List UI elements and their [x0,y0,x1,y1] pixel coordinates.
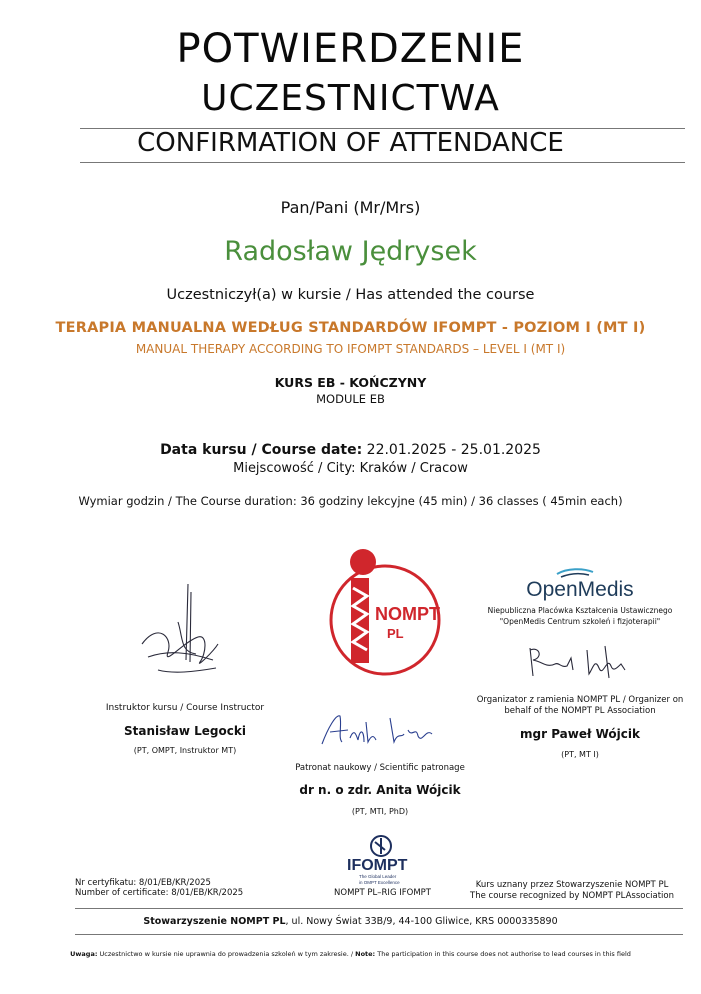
course-city: Miejscowość / City: Kraków / Cracow [233,461,468,476]
ifompt-tagline-2: in OMPT Excellence [359,880,400,885]
course-title-pl: TERAPIA MANUALNA WEDŁUG STANDARDÓW IFOMPT - POZIOM I (MT I) [55,320,646,336]
subtitle-rule [80,162,685,163]
patron-role: Patronat naukowy / Scientific patronage [295,763,465,773]
footer-org-name: Stowarzyszenie NOMPT PL [143,916,286,927]
footer-bottom-rule [75,934,683,935]
patron-credentials: (PT, MTI, PhD) [351,807,409,816]
footer-note-label-en: Note: [355,950,376,958]
title-line-2: UCZESTNICTWA [201,78,500,119]
salutation: Pan/Pani (Mr/Mrs) [280,198,421,217]
course-date [0,442,701,458]
instructor-signature-icon [138,582,228,682]
organizer-credentials: (PT, MT I) [561,750,599,759]
patron-name: dr n. o zdr. Anita Wójcik [299,783,461,797]
footer-note-text-en: The participation in this course does not authorise to lead courses in this field [375,950,631,958]
instructor-credentials: (PT, OMPT, Instruktor MT) [133,746,237,755]
date-value: 22.01.2025 - 25.01.2025 [362,442,541,458]
footer-top-rule [75,908,683,909]
footer-note-text-pl: Uczestnictwo w kursie nie uprawnia do prowadzenia szkoleń w tym zakresie. / [97,950,356,958]
ifompt-caption: NOMPT PL–RIG IFOMPT [334,888,431,898]
organizer-name: mgr Paweł Wójcik [520,727,640,741]
ifompt-tagline-1: The Global Leader [359,874,397,879]
module-en: MODULE EB [316,392,385,406]
recognized-en: The course recognized by NOMPT PLAssociation [470,891,674,901]
title-line-1: POTWIERDZENIE [176,26,525,72]
footer-org-address: , ul. Nowy Świat 33B/9, 44-100 Gliwice, KRS 0000335890 [285,916,558,927]
course-duration: Wymiar godzin / The Course duration: 36 godziny lekcyjne (45 min) / 36 classes ( 45min each) [78,494,623,508]
certificate-number-pl: Nr certyfikatu: 8/01/EB/KR/2025 [75,878,211,888]
subtitle: CONFIRMATION OF ATTENDANCE [137,128,564,158]
openmedis-name: OpenMedis [526,578,634,601]
recipient-name: Radosław Jędrysek [224,236,477,267]
course-title-en: MANUAL THERAPY ACCORDING TO IFOMPT STANDARDS – LEVEL I (MT I) [135,342,566,356]
openmedis-wave-icon [555,566,595,578]
footer-org [0,916,701,927]
ifompt-text: IFOMPT [347,857,408,874]
openmedis-line-1: Niepubliczna Placówka Kształcenia Ustawicznego [487,606,673,615]
organizer-signature-icon [525,638,635,683]
openmedis-line-2: "OpenMedis Centrum szkoleń i fizjoterapii" [499,617,661,626]
instructor-name: Stanisław Legocki [124,724,246,738]
instructor-role: Instruktor kursu / Course Instructor [105,703,265,713]
recognized-pl: Kurs uznany przez Stowarzyszenie NOMPT PL [475,880,669,890]
patron-signature-icon [318,708,438,752]
date-label: Data kursu / Course date: [160,442,363,458]
certificate-number-en: Number of certificate: 8/01/EB/KR/2025 [75,888,244,898]
footer-note-label-pl: Uwaga: [70,950,98,958]
nompt-pl-text: PL [387,626,404,641]
nompt-logo-icon [325,548,445,678]
organizer-role-line-2: behalf of the NOMPT PL Association [504,706,656,716]
nompt-text: NOMPT [375,604,440,624]
module-pl: KURS EB - KOŃCZYNY [274,375,427,390]
attended-text: Uczestniczył(a) w kursie / Has attended the course [166,287,535,303]
organizer-role-line-1: Organizator z ramienia NOMPT PL / Organizer on [476,695,684,705]
ifompt-logo-icon [345,834,420,888]
footer-note [0,950,701,958]
